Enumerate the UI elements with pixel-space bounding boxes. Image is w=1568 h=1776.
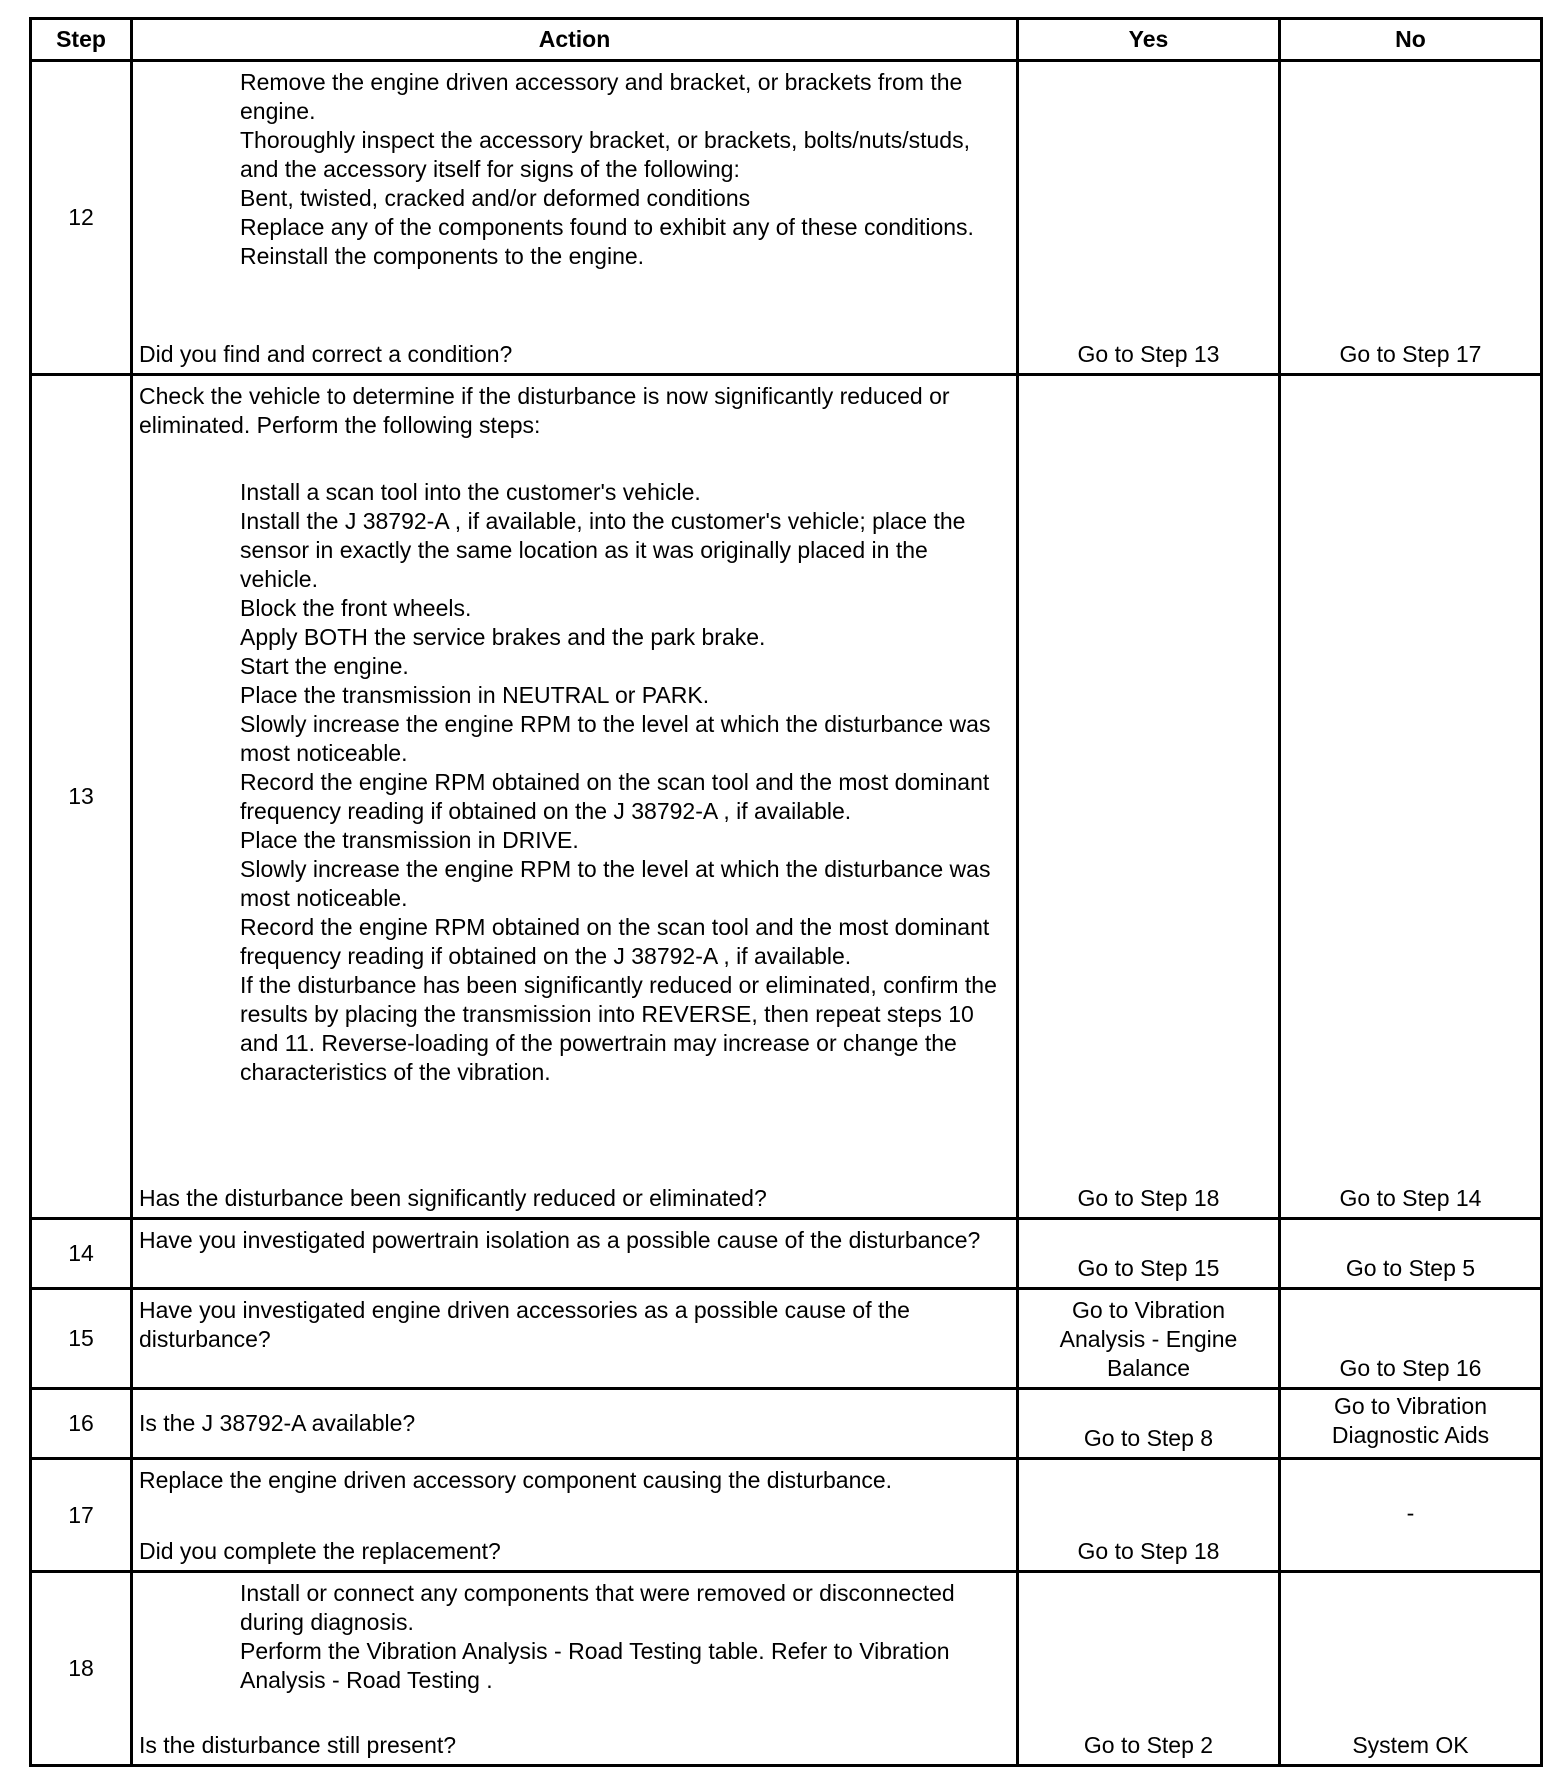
procedure-step: Place the transmission in DRIVE. bbox=[240, 827, 579, 853]
header-no: No bbox=[1280, 19, 1542, 61]
action-intro: Check the vehicle to determine if the disturbance is now significantly reduced or eliminated. Perform the following steps: bbox=[139, 383, 950, 438]
procedure-step: Install a scan tool into the customer's vehicle. bbox=[240, 479, 701, 505]
procedure-steps bbox=[139, 478, 1008, 1087]
step-number: 18 bbox=[31, 1572, 132, 1766]
procedure-step: Record the engine RPM obtained on the scan tool and the most dominant frequency reading if obtained on the J 38792-A , if available. bbox=[240, 769, 990, 824]
no-result: System OK bbox=[1280, 1572, 1542, 1766]
no-result: Go to Step 17 bbox=[1280, 61, 1542, 375]
yes-result-text: Go to Vibration Analysis - Engine Balance bbox=[1059, 1297, 1238, 1381]
no-result bbox=[1280, 1389, 1542, 1459]
no-result-text: Go to Vibration Diagnostic Aids bbox=[1331, 1393, 1490, 1448]
step-number: 16 bbox=[31, 1389, 132, 1459]
yes-result: Go to Step 2 bbox=[1018, 1572, 1280, 1766]
step-number: 17 bbox=[31, 1459, 132, 1572]
step-number: 14 bbox=[31, 1219, 132, 1289]
no-result: Go to Step 5 bbox=[1280, 1219, 1542, 1289]
procedure-step: Slowly increase the engine RPM to the level at which the disturbance was most noticeable. bbox=[240, 711, 991, 766]
procedure-step: Record the engine RPM obtained on the scan tool and the most dominant frequency reading if obtained on the J 38792-A , if available. bbox=[240, 914, 990, 969]
diagnostic-table-document bbox=[29, 17, 1540, 1767]
action-question: Have you investigated engine driven accessories as a possible cause of the disturbance? bbox=[139, 1297, 910, 1352]
action-cell bbox=[132, 61, 1018, 375]
step-number: 12 bbox=[31, 61, 132, 375]
table-row-step-12 bbox=[31, 61, 1542, 375]
action-question: Did you find and correct a condition? bbox=[139, 341, 513, 367]
action-cell bbox=[132, 1459, 1018, 1572]
yes-result: Go to Step 8 bbox=[1018, 1389, 1280, 1459]
action-question: Did you complete the replacement? bbox=[139, 1538, 501, 1564]
table-row-step-14 bbox=[31, 1219, 1542, 1289]
no-result: - bbox=[1280, 1459, 1542, 1572]
action-question: Has the disturbance been significantly reduced or eliminated? bbox=[139, 1185, 767, 1211]
action-cell bbox=[132, 1219, 1018, 1289]
header-action: Action bbox=[132, 19, 1018, 61]
procedure-step: Replace any of the components found to exhibit any of these conditions. bbox=[240, 214, 974, 240]
procedure-step: Place the transmission in NEUTRAL or PARK. bbox=[240, 682, 710, 708]
procedure-step: Block the front wheels. bbox=[240, 595, 472, 621]
table-row-step-13 bbox=[31, 375, 1542, 1219]
action-cell bbox=[132, 1389, 1018, 1459]
procedure-steps bbox=[139, 1579, 1008, 1695]
yes-result: Go to Step 18 bbox=[1018, 1459, 1280, 1572]
table-row-step-17 bbox=[31, 1459, 1542, 1572]
action-cell bbox=[132, 1572, 1018, 1766]
diagnostic-table bbox=[29, 17, 1543, 1767]
action-question: Is the J 38792-A available? bbox=[139, 1410, 416, 1436]
step-number: 13 bbox=[31, 375, 132, 1219]
header-step: Step bbox=[31, 19, 132, 61]
procedure-step: Perform the Vibration Analysis - Road Testing table. Refer to Vibration Analysis - Road Testing . bbox=[240, 1638, 950, 1693]
action-question: Is the disturbance still present? bbox=[139, 1732, 457, 1758]
procedure-step: Install or connect any components that were removed or disconnected during diagnosis. bbox=[240, 1580, 955, 1635]
procedure-step: Apply BOTH the service brakes and the park brake. bbox=[240, 624, 766, 650]
action-question: Have you investigated powertrain isolation as a possible cause of the disturbance? bbox=[139, 1227, 981, 1253]
procedure-step: If the disturbance has been significantly reduced or eliminated, confirm the results by placing the transmission into REVERSE, then repeat steps 10 and 11. Reverse-loading of the powertrain may increase or change the characteristics of the vibration. bbox=[240, 972, 997, 1085]
procedure-step: Remove the engine driven accessory and bracket, or brackets from the engine. bbox=[240, 69, 963, 124]
table-row-step-18 bbox=[31, 1572, 1542, 1766]
table-row-step-16 bbox=[31, 1389, 1542, 1459]
procedure-step: Install the J 38792-A , if available, into the customer's vehicle; place the sensor in exactly the same location as it was originally placed in the vehicle. bbox=[240, 508, 966, 592]
table-header-row bbox=[31, 19, 1542, 61]
procedure-step: Thoroughly inspect the accessory bracket, or brackets, bolts/nuts/studs, and the accessory itself for signs of the following: bbox=[240, 127, 970, 182]
step-number: 15 bbox=[31, 1289, 132, 1389]
yes-result: Go to Step 15 bbox=[1018, 1219, 1280, 1289]
action-cell bbox=[132, 1289, 1018, 1389]
table-row-step-15 bbox=[31, 1289, 1542, 1389]
procedure-steps bbox=[139, 68, 1008, 271]
procedure-step: Reinstall the components to the engine. bbox=[240, 243, 645, 269]
action-intro: Replace the engine driven accessory component causing the disturbance. bbox=[139, 1467, 893, 1493]
yes-result: Go to Step 18 bbox=[1018, 375, 1280, 1219]
procedure-step: Start the engine. bbox=[240, 653, 409, 679]
header-yes: Yes bbox=[1018, 19, 1280, 61]
yes-result: Go to Step 13 bbox=[1018, 61, 1280, 375]
action-cell bbox=[132, 375, 1018, 1219]
no-result: Go to Step 16 bbox=[1280, 1289, 1542, 1389]
no-result: Go to Step 14 bbox=[1280, 375, 1542, 1219]
procedure-step: Bent, twisted, cracked and/or deformed conditions bbox=[240, 185, 751, 211]
yes-result bbox=[1018, 1289, 1280, 1389]
procedure-step: Slowly increase the engine RPM to the level at which the disturbance was most noticeable. bbox=[240, 856, 991, 911]
